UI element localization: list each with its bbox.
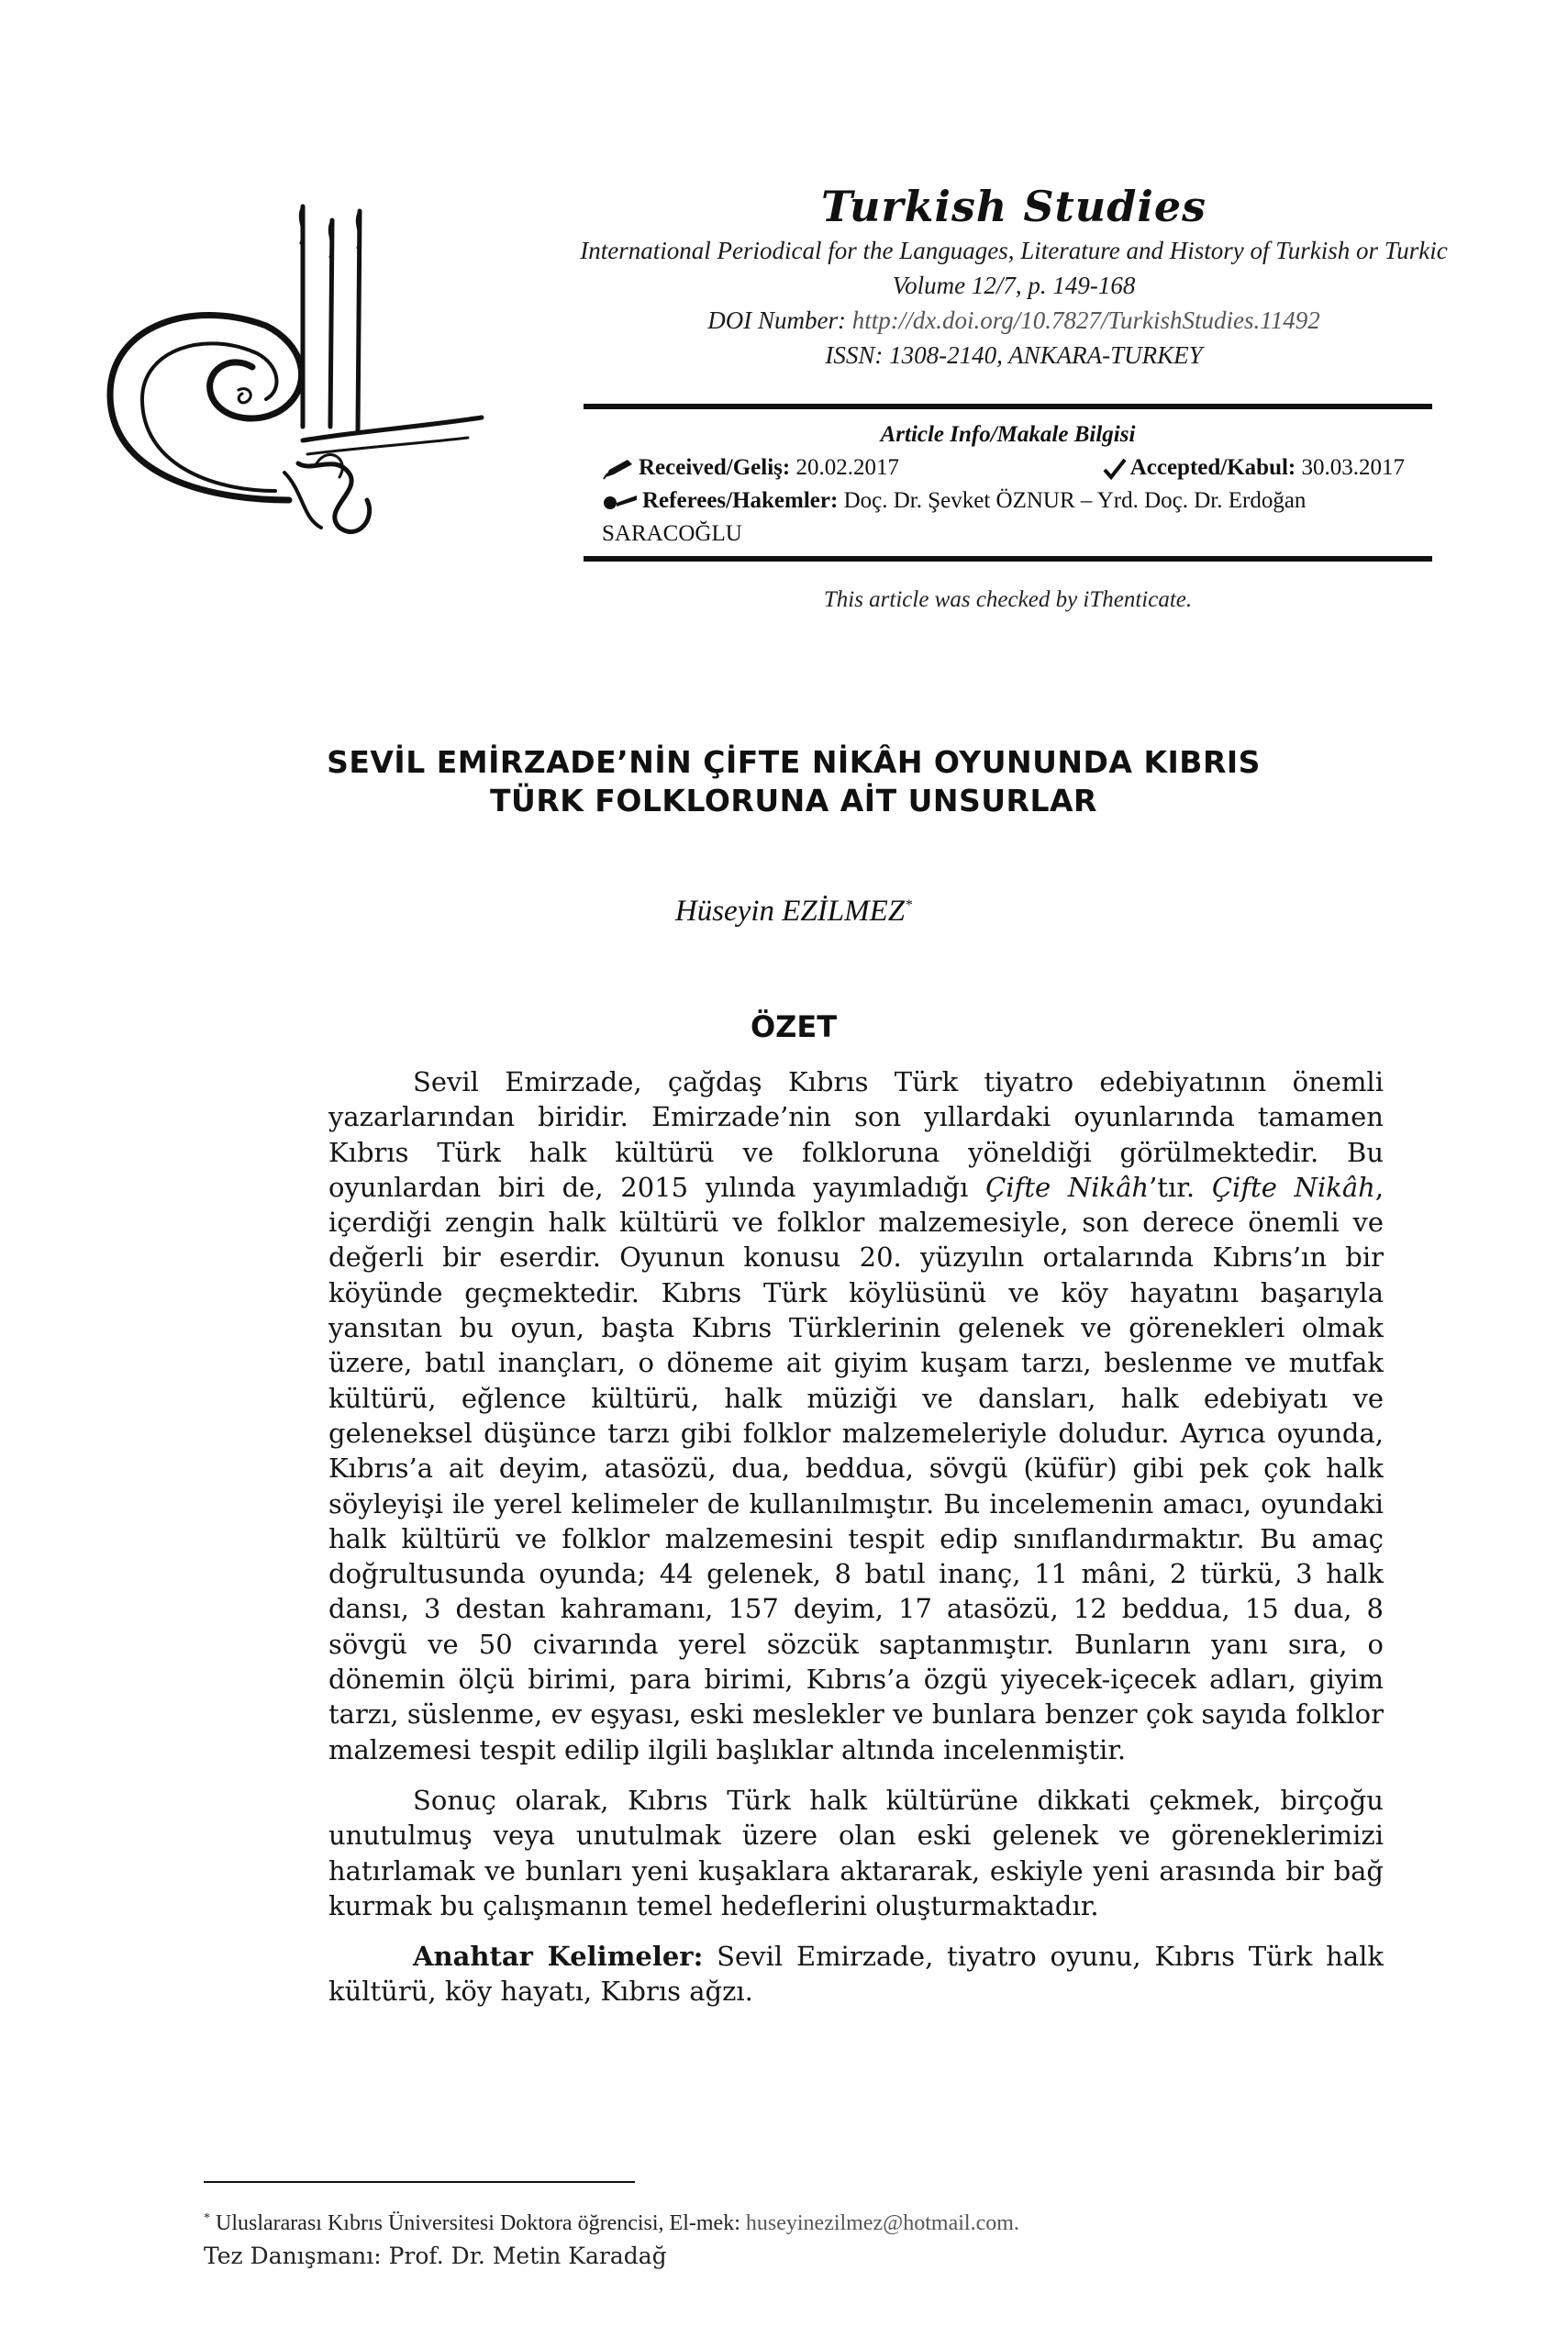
accepted-label: Accepted/Kabul: — [1129, 455, 1296, 480]
doi-link[interactable]: http://dx.doi.org/10.7827/TurkishStudies.11492 — [851, 306, 1320, 334]
footnote-rule — [204, 2181, 635, 2183]
abstract-body — [328, 1064, 1384, 2009]
referees-names: Doç. Dr. Şevket ÖZNUR – Yrd. Doç. Dr. Erdoğan SARACOĞLU — [602, 488, 1307, 546]
author-name: Hüseyin EZİLMEZ — [674, 895, 906, 928]
footnote-affiliation — [204, 2202, 1396, 2240]
journal-volume: Volume 12/7, p. 149-168 — [892, 272, 1136, 299]
abstract-paragraph-1 — [328, 1064, 1384, 1767]
footnote — [204, 2202, 1396, 2273]
footnote-mark: * — [204, 2211, 210, 2225]
keywords — [328, 1939, 1384, 2009]
abstract-text: ’tır. — [1149, 1171, 1212, 1203]
article-title-line1: SEVİL EMİRZADE’NİN ÇİFTE NİKÂH OYUNUNDA KIBRIS — [327, 744, 1261, 780]
received-field — [602, 451, 899, 484]
work-title: Çifte Nikâh — [985, 1171, 1150, 1203]
article-title-line2: TÜRK FOLKLORUNA AİT UNSURLAR — [490, 783, 1097, 818]
author-email[interactable]: huseyinezilmez@hotmail.com. — [745, 2211, 1019, 2235]
doi-label: DOI Number: — [707, 306, 846, 334]
article-dates — [584, 451, 1432, 484]
abstract-text: , içerdiği zengin halk kültürü ve folklor malzemesiyle, son derece önemli ve değerli bir eserdir. Oyunun konusu 20. yüzyılın ortalarında Kıbrıs’ın bir köyünde geçmektedir. Kıbrıs Türk köylüsünü ve köy hayatını başarıyla yansıtan bu oyun, başta Kıbrıs Türklerinin gelenek ve görenekleri olmak üzere, batıl inançları, o döneme ait giyim kuşam tarzı, beslenme ve mutfak kültürü, eğlence kültürü, halk müziği ve dansları, halk edebiyatı ve geleneksel düşünce tarzı gibi folklor malzemeleriyle doludur. Ayrıca oyunda, Kıbrıs’a ait deyim, atasözü, dua, beddua, sövgü (küfür) gibi pek çok halk söyleyişi ile yerel kelimeler de kullanılmıştır. Bu incelemenin amacı, oyundaki halk kültürü ve folklor malzemesini tespit edip sınıflandırmaktır. Bu amaç doğrultusunda oyunda; 44 gelenek, 8 batıl inanç, 11 mâni, 2 türkü, 3 halk dansı, 3 destan kahramanı, 157 deyim, 17 atasözü, 12 beddua, 15 dua, 8 sövgü ve 50 civarında yerel sözcük saptanmıştır. Bunların yanı sıra, o dönemin ölçü birimi, para birimi, Kıbrıs’a özgü yiyecek-içecek adları, giyim tarzı, süslenme, ev eşyası, eski meslekler ve bunlara benzer çok sayıda folklor malzemesi tespit edilip ilgili başlıklar altında incelenmiştir. — [328, 1171, 1385, 1765]
journal-issn: ISSN: 1308-2140, ANKARA-TURKEY — [825, 341, 1203, 369]
referees-field — [584, 484, 1432, 551]
ithenticate-note: This article was checked by iThenticate. — [823, 587, 1193, 612]
journal-subtitle: International Periodical for the Languages, Literature and History of Turkish or Turkic — [580, 237, 1448, 264]
received-label: Received/Geliş: — [639, 455, 791, 480]
tughra-logo — [92, 197, 486, 555]
abstract-paragraph-2: Sonuç olarak, Kıbrıs Türk halk kültürüne dikkati çekmek, birçoğu unutulmuş veya unutulmak üzere olan eski gelenek ve göreneklerimizi hatırlamak ve bunları yeni kuşaklara aktararak, eskiyle yeni arasında bir bağ kurmak bu çalışmanın temel hedeflerini oluşturmaktadır. — [328, 1784, 1384, 1921]
article-info-box — [584, 404, 1432, 562]
keywords-label: Anahtar Kelimeler: — [413, 1941, 704, 1973]
keywords-text: Sevil Emirzade, tiyatro oyunu, Kıbrıs Türk halk kültürü, köy hayatı, Kıbrıs ağzı. — [328, 1941, 1384, 2008]
author-line — [303, 895, 1284, 929]
work-title: Çifte Nikâh — [1211, 1171, 1375, 1203]
thesis-advisor: Tez Danışmanı: Prof. Dr. Metin Karadağ — [204, 2243, 667, 2269]
referees-label: Referees/Hakemler: — [642, 488, 839, 513]
author-footnote-mark: * — [905, 897, 913, 913]
article-title — [303, 743, 1284, 820]
article-info-heading: Article Info/Makale Bilgisi — [880, 422, 1136, 447]
journal-header — [523, 180, 1505, 373]
accepted-field — [1103, 451, 1432, 484]
journal-title: Turkish Studies — [820, 182, 1207, 231]
checkmark-icon — [1103, 458, 1127, 480]
abstract-heading: ÖZET — [750, 1009, 838, 1044]
accepted-date: 30.03.2017 — [1301, 455, 1405, 480]
abstract-text: Sevil Emirzade, çağdaş Kıbrıs Türk tiyatro edebiyatının önemli yazarlarından biridir. Emirzade’nin son yıllardaki oyunlarında tamamen Kıbrıs Türk halk kültürü ve folkloruna yöneldiği görülmektedir. Bu oyunlardan biri de, 2015 yılında yayımladığı — [328, 1066, 1384, 1203]
pen-icon — [602, 458, 635, 480]
affiliation-text: Uluslararası Kıbrıs Üniversitesi Doktora öğrencisi, El-mek: — [216, 2211, 740, 2235]
received-date: 20.02.2017 — [795, 455, 899, 480]
referee-icon — [602, 492, 639, 512]
journal-doi — [523, 303, 1505, 338]
